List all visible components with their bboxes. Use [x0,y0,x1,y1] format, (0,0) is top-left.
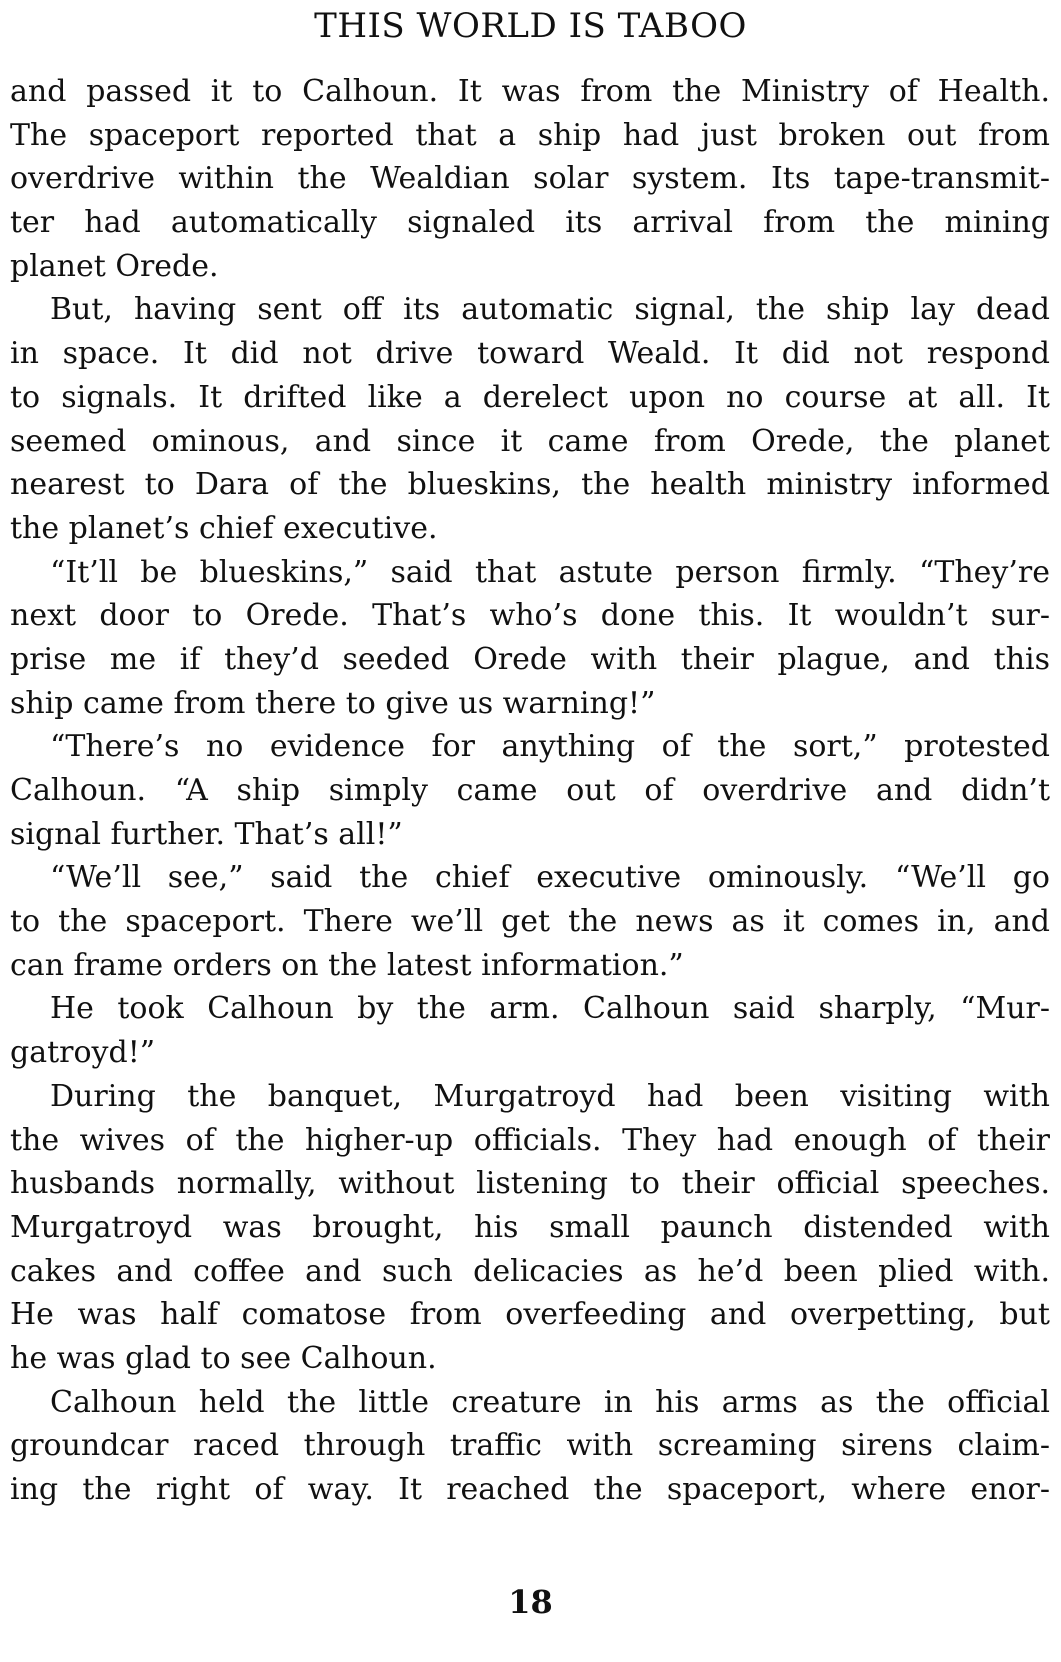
text-line: “We’ll see,” said the chief executive ominously. “We’ll go [50,860,1050,896]
body-text [10,70,1050,1512]
text-line: ing the right of way. It reached the spaceport, where enor- [10,1472,1050,1507]
text-line: to the spaceport. There we’ll get the news as it comes in, and [10,904,1050,940]
text-line: and passed it to Calhoun. It was from the Ministry of Health. [10,74,1050,109]
text-line: “There’s no evidence for anything of the sort,” protested [50,729,1050,765]
text-line: The spaceport reported that a ship had just broken out from [10,117,1050,153]
text-line: planet Orede. [10,248,219,284]
text-line: Calhoun. “A ship simply came out of overdrive and didn’t [10,773,1050,808]
text-line: Murgatroyd was brought, his small paunch distended with [10,1209,1050,1245]
text-line: seemed ominous, and since it came from Orede, the planet [10,423,1050,459]
text-line: Calhoun held the little creature in his arms as the official [50,1384,1050,1420]
text-line: in space. It did not drive toward Weald. It did not respond [10,336,1050,372]
text-line: gatroyd!” [10,1035,156,1071]
text-line: But, having sent off its automatic signal, the ship lay dead [50,292,1050,328]
text-line: can frame orders on the latest information.” [10,947,684,983]
text-line: he was glad to see Calhoun. [10,1340,437,1376]
page-number: 18 [508,1583,553,1621]
running-head: THIS WORLD IS TABOO [314,6,747,46]
text-line: He was half comatose from overfeeding and overpetting, but [10,1297,1050,1333]
text-line: to signals. It drifted like a derelect upon no course at all. It [10,379,1050,415]
text-line: the wives of the higher-up officials. They had enough of their [10,1122,1050,1158]
text-line: During the banquet, Murgatroyd had been visiting with [50,1078,1050,1114]
text-line: nearest to Dara of the blueskins, the health ministry informed [10,467,1050,503]
text-line: “It’ll be blueskins,” said that astute person firmly. “They’re [50,554,1050,590]
text-line: overdrive within the Wealdian solar system. Its tape-transmit- [10,161,1050,197]
text-line: signal further. That’s all!” [10,816,403,852]
text-line: ship came from there to give us warning!” [10,685,656,721]
text-line: prise me if they’d seeded Orede with their plague, and this [10,641,1050,677]
text-line: groundcar raced through traffic with screaming sirens claim- [10,1428,1050,1464]
text-line: He took Calhoun by the arm. Calhoun said sharply, “Mur- [50,991,1050,1027]
text-line: cakes and coffee and such delicacies as he’d been plied with. [10,1253,1050,1289]
text-line: ter had automatically signaled its arrival from the mining [10,205,1050,241]
text-line: next door to Orede. That’s who’s done this. It wouldn’t sur- [10,598,1050,634]
text-line: the planet’s chief executive. [10,510,438,546]
text-line: husbands normally, without listening to their official speeches. [10,1166,1050,1202]
